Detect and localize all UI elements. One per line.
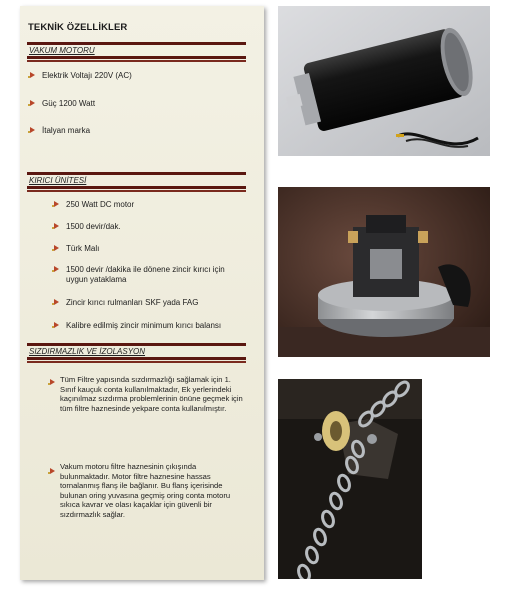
dc-motor-photo: [278, 6, 490, 156]
spec-item: Elektrik Voltajı 220V (AC): [42, 71, 132, 81]
divider: [27, 361, 246, 363]
section-title-breaker-unit: KIRICI ÜNİTESİ: [29, 176, 87, 185]
bullet-arrow-icon: [50, 468, 55, 474]
spec-item: Güç 1200 Watt: [42, 99, 95, 109]
bullet-arrow-icon: [30, 100, 35, 106]
section-header-sealing: [27, 343, 246, 363]
vacuum-motor-photo: [278, 187, 490, 357]
sealing-paragraph-2: Vakum motoru filtre haznesinin çıkışında bulunmaktadır. Motor filtre haznesine hassas tornalanmış flanş ile bağlanır. Bu flanş içerisinde bulunan oring yuvasına geçmiş oring conta motoru sıkıca kavrar ve olası kaçaklar için güvenli bir sızdırmazlık sağlar.: [60, 462, 231, 519]
spec-item: 1500 devir/dak.: [66, 222, 121, 232]
dc-motor-image: [278, 6, 490, 156]
chain-breaker-image: [278, 379, 422, 579]
bullet-arrow-icon: [54, 322, 59, 328]
spec-item: Zincir kırıcı rulmanları SKF yada FAG: [66, 298, 244, 308]
spec-item: Kalibre edilmiş zincir minimum kırıcı balansı: [66, 321, 256, 331]
vacuum-motor-image: [278, 187, 490, 357]
page-title: TEKNİK ÖZELLİKLER: [28, 22, 128, 33]
bullet-arrow-icon: [54, 201, 59, 207]
section-title-vacuum-motor: VAKUM MOTORU: [29, 46, 95, 55]
spec-item: Türk Malı: [66, 244, 99, 254]
section-header-breaker-unit: [27, 172, 246, 192]
sealing-paragraph-1: Tüm Filtre yapısında sızdırmazlığı sağlamak için 1. Sınıf kauçuk conta kullanılmaktadır, Ek yerlerindeki kaçınılmaz sızdırma problemlerinin önüne geçmek için tüm filtre haznesinde yekpare conta kullanılmıştır.: [60, 375, 243, 413]
spec-item: 1500 devir /dakika ile dönene zincir kırıcı için uygun yataklama: [66, 265, 236, 285]
spec-item: 250 Watt DC motor: [66, 200, 134, 210]
bullet-arrow-icon: [54, 223, 59, 229]
bullet-arrow-icon: [50, 379, 55, 385]
spec-item: İtalyan marka: [42, 126, 90, 136]
divider: [27, 357, 246, 360]
section-title-sealing: SIZDIRMAZLIK VE İZOLASYON: [29, 347, 146, 356]
divider: [27, 60, 246, 62]
chain-breaker-photo: [278, 379, 422, 579]
bullet-arrow-icon: [30, 127, 35, 133]
divider: [27, 56, 246, 59]
bullet-arrow-icon: [54, 266, 59, 272]
bullet-arrow-icon: [54, 299, 59, 305]
divider: [27, 190, 246, 192]
bullet-arrow-icon: [30, 72, 35, 78]
divider: [27, 186, 246, 189]
bullet-arrow-icon: [54, 245, 59, 251]
spec-panel: [20, 6, 264, 580]
section-header-vacuum-motor: [27, 42, 246, 62]
